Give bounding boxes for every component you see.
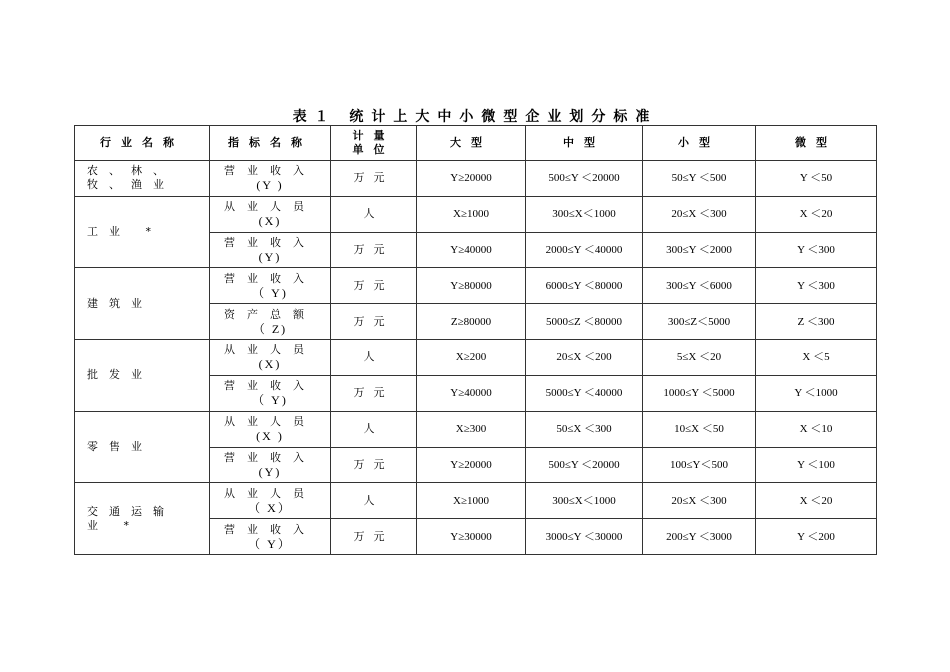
metric-name: 营业收入 (224, 236, 316, 250)
medium-threshold-cell: 6000≤Y ＜80000 (526, 268, 643, 304)
table-row (75, 483, 877, 519)
unit-cell: 万元 (331, 375, 417, 411)
metric-code: （ Y) (252, 393, 288, 408)
industry-name-line1: 交通运输 (87, 504, 175, 518)
small-threshold-cell: 100≤Y＜500 (643, 447, 756, 483)
unit-cell: 人 (331, 196, 417, 232)
unit-cell: 人 (331, 483, 417, 519)
metric-name: 从业人员 (224, 415, 316, 429)
small-threshold-cell: 5≤X ＜20 (643, 340, 756, 376)
metric-name: 营业收入 (224, 450, 316, 464)
table-title: 表１ 统计上大中小微型企业划分标准 (292, 109, 658, 125)
header-unit-line2: 单位 (352, 143, 395, 156)
large-threshold-cell: Y≥80000 (417, 268, 526, 304)
micro-threshold-cell: Y ＜50 (756, 161, 877, 197)
metric-cell (210, 447, 331, 483)
micro-threshold-cell: Y ＜1000 (756, 375, 877, 411)
micro-threshold-cell: X ＜10 (756, 411, 877, 447)
metric-cell (210, 268, 331, 304)
metric-code: (Y) (258, 464, 282, 479)
industry-cell (75, 411, 210, 483)
unit-cell: 万元 (331, 161, 417, 197)
small-threshold-cell: 300≤Z＜5000 (643, 304, 756, 340)
header-unit-line1: 计量 (352, 129, 395, 142)
metric-code: （ Y) (252, 285, 288, 300)
metric-code: (Y) (258, 250, 282, 265)
medium-threshold-cell: 5000≤Y ＜40000 (526, 375, 643, 411)
metric-name: 营业收入 (224, 164, 316, 178)
metric-code: (X) (258, 214, 282, 229)
table-body (75, 161, 877, 555)
industry-name-line1: 建筑业 (87, 296, 153, 310)
industry-name-line2: 牧、渔业 (87, 178, 175, 192)
medium-threshold-cell: 3000≤Y ＜30000 (526, 519, 643, 555)
small-threshold-cell: 10≤X ＜50 (643, 411, 756, 447)
small-threshold-cell: 20≤X ＜300 (643, 196, 756, 232)
metric-code: (X) (258, 357, 282, 372)
metric-cell (210, 232, 331, 268)
metric-cell (210, 304, 331, 340)
metric-name: 营业收入 (224, 271, 316, 285)
industry-name-line1: 批发业 (87, 368, 153, 382)
medium-threshold-cell: 20≤X ＜200 (526, 340, 643, 376)
metric-cell (210, 375, 331, 411)
small-threshold-cell: 1000≤Y ＜5000 (643, 375, 756, 411)
industry-cell (75, 196, 210, 268)
table-row (75, 196, 877, 232)
header-industry: 行业名称 (75, 126, 210, 161)
header-small: 小型 (643, 126, 756, 161)
unit-cell: 万元 (331, 268, 417, 304)
large-threshold-cell: X≥1000 (417, 196, 526, 232)
industry-name-line2: 业 * (87, 518, 140, 532)
metric-cell (210, 483, 331, 519)
medium-threshold-cell: 300≤X＜1000 (526, 196, 643, 232)
unit-cell: 万元 (331, 232, 417, 268)
unit-cell: 人 (331, 340, 417, 376)
small-threshold-cell: 50≤Y ＜500 (643, 161, 756, 197)
large-threshold-cell: Y≥20000 (417, 161, 526, 197)
metric-code: (Y ) (256, 178, 284, 193)
medium-threshold-cell: 50≤X ＜300 (526, 411, 643, 447)
header-unit (331, 126, 417, 161)
header-medium: 中型 (526, 126, 643, 161)
table-row (75, 268, 877, 304)
large-threshold-cell: X≥200 (417, 340, 526, 376)
unit-cell: 万元 (331, 447, 417, 483)
metric-name: 从业人员 (224, 343, 316, 357)
metric-cell (210, 196, 331, 232)
unit-cell: 人 (331, 411, 417, 447)
header-row (75, 126, 877, 161)
unit-cell: 万元 (331, 304, 417, 340)
micro-threshold-cell: Y ＜300 (756, 268, 877, 304)
industry-name-line1: 农、林、 (87, 164, 175, 178)
industry-cell (75, 268, 210, 340)
industry-cell (75, 340, 210, 412)
industry-cell (75, 483, 210, 555)
metric-name: 营业收入 (224, 522, 316, 536)
micro-threshold-cell: X ＜5 (756, 340, 877, 376)
metric-name: 从业人员 (224, 200, 316, 214)
header-metric: 指标名称 (210, 126, 331, 161)
micro-threshold-cell: Y ＜200 (756, 519, 877, 555)
micro-threshold-cell: X ＜20 (756, 196, 877, 232)
metric-code: （ Z) (252, 321, 288, 336)
small-threshold-cell: 300≤Y ＜6000 (643, 268, 756, 304)
unit-cell: 万元 (331, 519, 417, 555)
large-threshold-cell: Y≥40000 (417, 232, 526, 268)
industry-name-line1: 工业 * (87, 225, 162, 239)
industry-name-line1: 零售业 (87, 440, 153, 453)
metric-code: （ Y） (248, 536, 292, 551)
medium-threshold-cell: 5000≤Z ＜80000 (526, 304, 643, 340)
large-threshold-cell: Y≥30000 (417, 519, 526, 555)
table-row (75, 161, 877, 197)
header-micro: 微型 (756, 126, 877, 161)
large-threshold-cell: X≥1000 (417, 483, 526, 519)
micro-threshold-cell: Y ＜100 (756, 447, 877, 483)
large-threshold-cell: Y≥40000 (417, 375, 526, 411)
table-row (75, 411, 877, 447)
medium-threshold-cell: 500≤Y ＜20000 (526, 161, 643, 197)
small-threshold-cell: 200≤Y ＜3000 (643, 519, 756, 555)
metric-name: 从业人员 (224, 486, 316, 500)
large-threshold-cell: Y≥20000 (417, 447, 526, 483)
large-threshold-cell: Z≥80000 (417, 304, 526, 340)
metric-name: 资产总额 (224, 307, 316, 321)
metric-cell (210, 161, 331, 197)
enterprise-classification-table (74, 125, 877, 555)
metric-code: (X ) (256, 429, 284, 444)
small-threshold-cell: 300≤Y ＜2000 (643, 232, 756, 268)
medium-threshold-cell: 300≤X＜1000 (526, 483, 643, 519)
metric-cell (210, 519, 331, 555)
large-threshold-cell: X≥300 (417, 411, 526, 447)
header-large: 大型 (417, 126, 526, 161)
metric-code: （ X） (248, 500, 292, 515)
medium-threshold-cell: 500≤Y ＜20000 (526, 447, 643, 483)
table-row (75, 340, 877, 376)
micro-threshold-cell: Z ＜300 (756, 304, 877, 340)
industry-cell (75, 161, 210, 197)
micro-threshold-cell: Y ＜300 (756, 232, 877, 268)
medium-threshold-cell: 2000≤Y ＜40000 (526, 232, 643, 268)
metric-cell (210, 411, 331, 447)
metric-cell (210, 340, 331, 376)
micro-threshold-cell: X ＜20 (756, 483, 877, 519)
metric-name: 营业收入 (224, 379, 316, 393)
small-threshold-cell: 20≤X ＜300 (643, 483, 756, 519)
